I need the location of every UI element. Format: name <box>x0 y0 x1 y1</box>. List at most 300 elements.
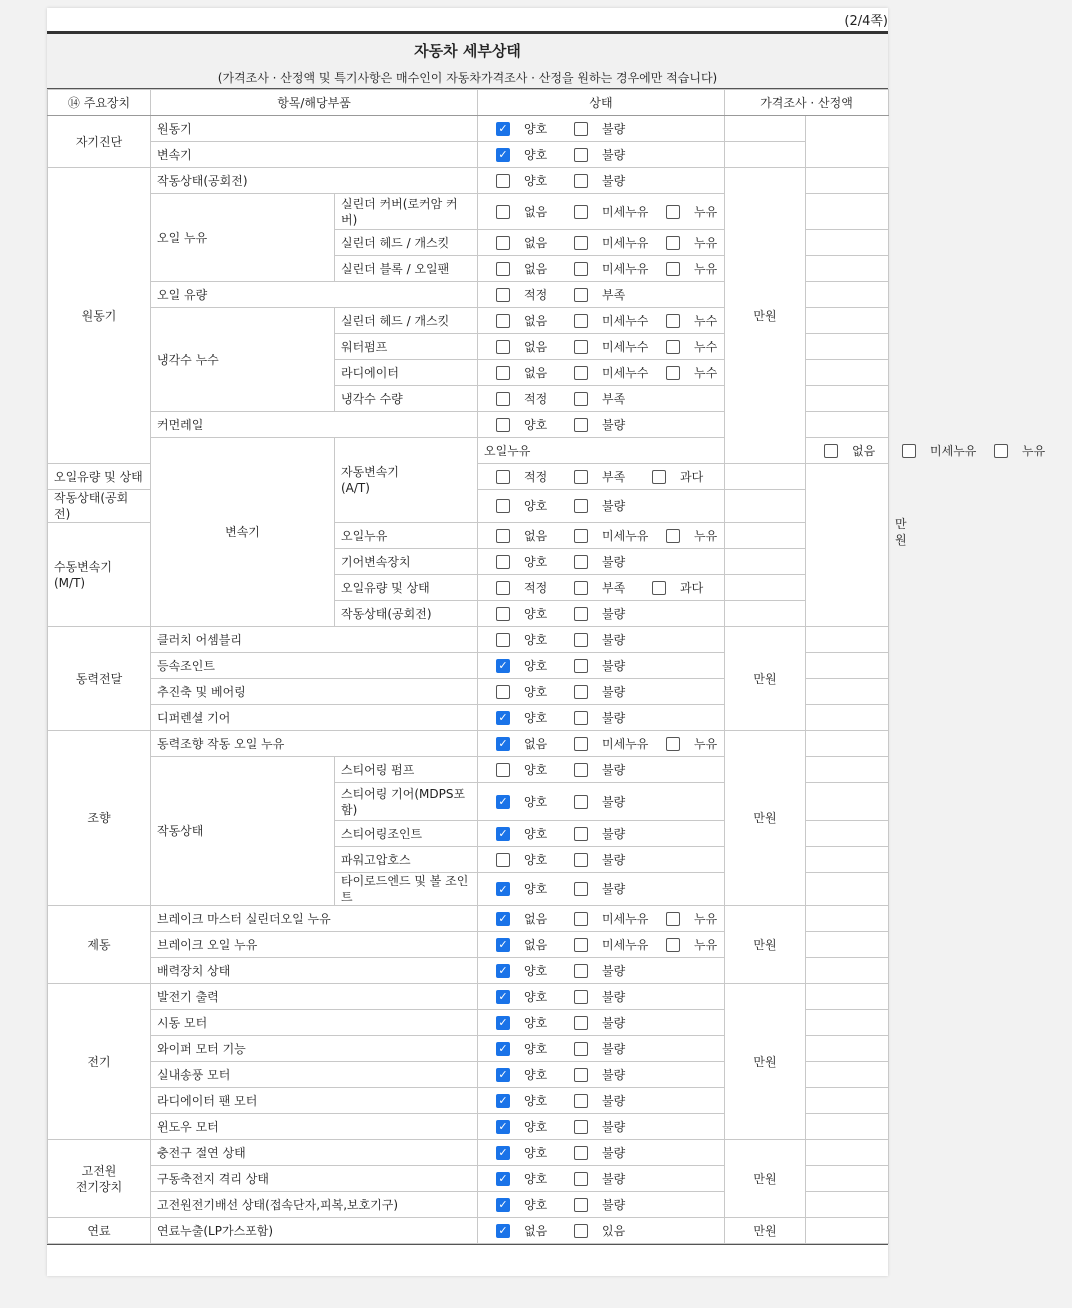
option <box>496 121 574 137</box>
option-label: 불량 <box>602 658 626 673</box>
checkbox-checked[interactable] <box>496 1094 510 1108</box>
price-input[interactable] <box>806 679 889 705</box>
table-row <box>48 1218 889 1244</box>
part-label: 작동상태(공회전) <box>335 601 478 627</box>
checkbox[interactable] <box>496 499 510 513</box>
checkbox[interactable] <box>574 366 588 380</box>
option-label: 누유 <box>694 235 718 250</box>
price-input[interactable] <box>806 256 889 282</box>
price-input[interactable] <box>806 873 889 906</box>
option <box>496 794 574 810</box>
checkbox[interactable] <box>666 366 680 380</box>
option-label: 미세누유 <box>602 204 649 219</box>
option-label: 불량 <box>602 684 626 699</box>
option <box>574 606 652 622</box>
checkbox[interactable] <box>574 827 588 841</box>
checkbox[interactable] <box>496 236 510 250</box>
checkbox-checked[interactable] <box>496 1042 510 1056</box>
price-input[interactable] <box>806 731 889 757</box>
option <box>496 528 574 544</box>
checkbox-checked[interactable] <box>496 711 510 725</box>
option-label: 누유 <box>694 736 718 751</box>
checkbox[interactable] <box>574 1198 588 1212</box>
checkbox[interactable] <box>574 499 588 513</box>
checkbox-checked[interactable] <box>496 737 510 751</box>
item-label: 시동 모터 <box>151 1010 478 1036</box>
option-label: 양호 <box>524 173 548 188</box>
item-label: 연료누출(LP가스포함) <box>151 1218 478 1244</box>
checkbox[interactable] <box>574 990 588 1004</box>
state-options <box>478 308 725 334</box>
state-options <box>478 653 725 679</box>
price-input[interactable] <box>806 282 889 308</box>
price-input[interactable] <box>806 334 889 360</box>
checkbox[interactable] <box>666 340 680 354</box>
checkbox[interactable] <box>496 262 510 276</box>
option-group <box>484 762 718 778</box>
checkbox[interactable] <box>666 236 680 250</box>
item-label: 고전원전기배선 상태(접속단자,피복,보호기구) <box>151 1192 478 1218</box>
state-options <box>478 230 725 256</box>
option-group <box>484 313 718 329</box>
checkbox[interactable] <box>666 205 680 219</box>
state-options <box>478 984 725 1010</box>
checkbox[interactable] <box>666 912 680 926</box>
checkbox[interactable] <box>574 853 588 867</box>
option-label: 양호 <box>524 1171 548 1186</box>
checkbox[interactable] <box>824 444 838 458</box>
price-input[interactable] <box>806 194 889 230</box>
option-group <box>484 826 718 842</box>
option-label: 불량 <box>602 710 626 725</box>
option <box>574 121 652 137</box>
option <box>496 313 574 329</box>
option <box>574 881 652 897</box>
price-input[interactable] <box>806 1010 889 1036</box>
state-options <box>478 142 725 168</box>
state-options <box>478 601 725 627</box>
item-label: 클러치 어셈블리 <box>151 627 478 653</box>
checkbox[interactable] <box>496 470 510 484</box>
checkbox[interactable] <box>496 633 510 647</box>
checkbox[interactable] <box>496 366 510 380</box>
checkbox[interactable] <box>574 763 588 777</box>
option-label: 적정 <box>524 287 548 302</box>
price-input[interactable] <box>806 360 889 386</box>
state-options <box>478 1036 725 1062</box>
option-group <box>484 606 718 622</box>
option-label: 없음 <box>524 235 548 250</box>
item-label: 구동축전지 격리 상태 <box>151 1166 478 1192</box>
state-options <box>478 705 725 731</box>
checkbox[interactable] <box>574 340 588 354</box>
option-label: 불량 <box>602 1119 626 1134</box>
table-row <box>48 984 889 1010</box>
item-label: 작동상태(공회전) <box>151 168 478 194</box>
checkbox[interactable] <box>574 1120 588 1134</box>
checkbox[interactable] <box>666 314 680 328</box>
item-label: 변속기 <box>151 142 478 168</box>
price-input[interactable] <box>806 168 889 194</box>
option-label: 미세누수 <box>602 339 649 354</box>
item-label: 동력조향 작동 오일 누유 <box>151 731 478 757</box>
checkbox[interactable] <box>496 392 510 406</box>
option <box>496 498 574 514</box>
checkbox[interactable] <box>496 288 510 302</box>
option-label: 없음 <box>524 1223 548 1238</box>
price-input[interactable] <box>806 230 889 256</box>
checkbox[interactable] <box>574 470 588 484</box>
option <box>574 963 652 979</box>
checkbox[interactable] <box>496 314 510 328</box>
state-options <box>478 1114 725 1140</box>
header-state: 상태 <box>478 90 725 116</box>
option <box>902 443 994 459</box>
option <box>574 794 652 810</box>
checkbox-checked[interactable] <box>496 882 510 896</box>
option <box>496 710 574 726</box>
option <box>496 881 574 897</box>
option-group <box>484 1093 718 1109</box>
option <box>574 1171 652 1187</box>
price-input[interactable] <box>806 906 889 932</box>
option <box>824 443 902 459</box>
option-label: 불량 <box>602 1067 626 1082</box>
price-unit: 만원 <box>725 731 806 906</box>
checkbox-checked[interactable] <box>496 1016 510 1030</box>
checkbox-checked[interactable] <box>496 1198 510 1212</box>
checkbox[interactable] <box>496 607 510 621</box>
state-options <box>478 464 725 490</box>
option-label: 누유 <box>694 528 718 543</box>
option-group <box>484 736 718 752</box>
option <box>666 736 744 752</box>
part-label: 라디에이터 <box>335 360 478 386</box>
checkbox-checked[interactable] <box>496 827 510 841</box>
option <box>496 762 574 778</box>
option <box>574 1119 652 1135</box>
checkbox[interactable] <box>652 470 666 484</box>
checkbox[interactable] <box>574 711 588 725</box>
checkbox[interactable] <box>496 174 510 188</box>
option <box>496 469 574 485</box>
option <box>496 1093 574 1109</box>
price-input[interactable] <box>725 464 806 490</box>
option-group <box>484 658 718 674</box>
price-input[interactable] <box>806 1036 889 1062</box>
vehicle-condition-form <box>47 31 1046 1245</box>
price-input[interactable] <box>806 821 889 847</box>
checkbox[interactable] <box>496 581 510 595</box>
option <box>574 911 666 927</box>
checkbox[interactable] <box>574 1172 588 1186</box>
checkbox[interactable] <box>574 685 588 699</box>
option-label: 누유 <box>694 204 718 219</box>
group-label: 원동기 <box>48 168 151 464</box>
state-options <box>478 1218 725 1244</box>
state-options <box>478 282 725 308</box>
checkbox-checked[interactable] <box>496 1146 510 1160</box>
option <box>574 147 652 163</box>
option-label: 없음 <box>852 443 876 458</box>
checkbox[interactable] <box>666 737 680 751</box>
option-label: 불량 <box>602 499 626 513</box>
price-input[interactable] <box>806 627 889 653</box>
price-unit: 만원 <box>725 1140 806 1218</box>
checkbox[interactable] <box>574 392 588 406</box>
option <box>574 937 666 953</box>
checkbox[interactable] <box>574 882 588 896</box>
checkbox[interactable] <box>574 418 588 432</box>
checkbox-checked[interactable] <box>496 1172 510 1186</box>
option-group <box>484 911 718 927</box>
state-options <box>478 906 725 932</box>
option <box>496 989 574 1005</box>
checkbox[interactable] <box>574 262 588 276</box>
option-label: 불량 <box>602 989 626 1004</box>
checkbox-checked[interactable] <box>496 148 510 162</box>
part-label: 타이로드엔드 및 볼 조인트 <box>335 873 478 906</box>
option-label: 누유 <box>1022 443 1046 458</box>
price-input[interactable] <box>806 958 889 984</box>
form-subtitle: (가격조사 · 산정액 및 특기사항은 매수인이 자동차가격조사 · 산정을 원하는 경우에만 적습니다) <box>217 71 718 85</box>
checkbox[interactable] <box>666 262 680 276</box>
state-options <box>478 490 725 523</box>
checkbox[interactable] <box>574 236 588 250</box>
option-label: 적정 <box>524 469 548 484</box>
option-label: 없음 <box>524 528 548 543</box>
price-input[interactable] <box>725 601 806 627</box>
table-row <box>48 168 889 194</box>
part-label: 실린더 헤드 / 개스킷 <box>335 308 478 334</box>
subgroup-label: 오일 누유 <box>151 194 335 282</box>
price-input[interactable] <box>725 490 806 523</box>
option <box>574 826 652 842</box>
price-input[interactable] <box>806 1088 889 1114</box>
checkbox[interactable] <box>496 763 510 777</box>
state-options <box>478 757 725 783</box>
checkbox-checked[interactable] <box>496 1120 510 1134</box>
option-group <box>484 147 718 163</box>
option-label: 누수 <box>694 339 718 354</box>
option <box>574 736 666 752</box>
price-input[interactable] <box>806 932 889 958</box>
checkbox[interactable] <box>574 1042 588 1056</box>
checkbox-checked[interactable] <box>496 990 510 1004</box>
price-unit: 만원 <box>725 1218 806 1244</box>
checkbox[interactable] <box>574 795 588 809</box>
checkbox[interactable] <box>994 444 1008 458</box>
page-number: (2/4쪽) <box>844 14 888 29</box>
price-input[interactable] <box>806 308 889 334</box>
price-input[interactable] <box>806 1140 889 1166</box>
checkbox[interactable] <box>574 659 588 673</box>
item-label: 실내송풍 모터 <box>151 1062 478 1088</box>
option-label: 불량 <box>602 852 626 867</box>
checkbox[interactable] <box>496 853 510 867</box>
price-input[interactable] <box>806 705 889 731</box>
price-input[interactable] <box>806 1166 889 1192</box>
price-input[interactable] <box>806 386 889 412</box>
price-input[interactable] <box>806 757 889 783</box>
option-group <box>484 173 718 189</box>
checkbox[interactable] <box>496 555 510 569</box>
option-label: 없음 <box>524 339 548 354</box>
item-label: 발전기 출력 <box>151 984 478 1010</box>
header-item: 항목/해당부품 <box>151 90 478 116</box>
option-group <box>484 881 718 897</box>
state-options <box>478 116 725 142</box>
option-label: 양호 <box>524 1093 548 1108</box>
price-input[interactable] <box>806 1192 889 1218</box>
option-label: 적정 <box>524 580 548 595</box>
subgroup-label: 자동변속기 (A/T) <box>335 438 478 523</box>
state-options <box>478 523 725 549</box>
checkbox[interactable] <box>574 912 588 926</box>
checkbox[interactable] <box>574 205 588 219</box>
checkbox[interactable] <box>574 529 588 543</box>
table-row <box>48 906 889 932</box>
checkbox[interactable] <box>574 288 588 302</box>
price-input[interactable] <box>725 575 806 601</box>
part-label: 파워고압호스 <box>335 847 478 873</box>
option-group <box>484 365 718 381</box>
checkbox[interactable] <box>574 148 588 162</box>
state-options <box>478 1062 725 1088</box>
option <box>574 1197 652 1213</box>
checkbox-checked[interactable] <box>496 938 510 952</box>
option-label: 미세누유 <box>602 937 649 952</box>
option-label: 누수 <box>694 313 718 328</box>
item-label: 등속조인트 <box>151 653 478 679</box>
checkbox[interactable] <box>574 1146 588 1160</box>
option-group <box>484 287 718 303</box>
option <box>574 313 666 329</box>
option-label: 양호 <box>524 1145 548 1160</box>
checkbox[interactable] <box>574 1224 588 1238</box>
option <box>666 339 744 355</box>
option-label: 불량 <box>602 1015 626 1030</box>
option <box>496 173 574 189</box>
option-group <box>484 852 718 868</box>
price-input[interactable] <box>806 1114 889 1140</box>
checkbox[interactable] <box>666 938 680 952</box>
group-label: 변속기 <box>151 438 335 627</box>
price-input[interactable] <box>806 783 889 821</box>
checkbox[interactable] <box>574 1016 588 1030</box>
checkbox[interactable] <box>574 737 588 751</box>
option <box>666 937 744 953</box>
form-title: 자동차 세부상태 <box>414 42 521 60</box>
checkbox[interactable] <box>666 529 680 543</box>
checkbox[interactable] <box>652 581 666 595</box>
state-options <box>478 1192 725 1218</box>
checkbox-checked[interactable] <box>496 912 510 926</box>
option <box>574 287 652 303</box>
option <box>496 204 574 220</box>
price-input[interactable] <box>806 847 889 873</box>
checkbox[interactable] <box>496 340 510 354</box>
item-label: 원동기 <box>151 116 478 142</box>
checkbox[interactable] <box>902 444 916 458</box>
option-label: 양호 <box>524 989 548 1004</box>
checkbox-checked[interactable] <box>496 1224 510 1238</box>
checkbox-checked[interactable] <box>496 1068 510 1082</box>
checkbox-checked[interactable] <box>496 659 510 673</box>
subgroup-label: 작동상태 <box>151 757 335 906</box>
option <box>666 911 744 927</box>
checkbox[interactable] <box>574 314 588 328</box>
option <box>574 391 652 407</box>
price-input[interactable] <box>806 653 889 679</box>
checkbox[interactable] <box>574 122 588 136</box>
option <box>496 391 574 407</box>
checkbox[interactable] <box>574 607 588 621</box>
price-unit: 만원 <box>725 627 806 731</box>
price-input[interactable] <box>806 412 889 438</box>
part-label: 오일누유 <box>478 438 725 464</box>
option <box>574 632 652 648</box>
checkbox[interactable] <box>574 1068 588 1082</box>
state-options <box>478 575 725 601</box>
option <box>652 580 730 596</box>
checkbox[interactable] <box>574 1094 588 1108</box>
part-label: 오일유량 및 상태 <box>335 575 478 601</box>
price-input[interactable] <box>725 116 806 142</box>
checkbox[interactable] <box>574 581 588 595</box>
option <box>496 911 574 927</box>
group-label: 동력전달 <box>48 627 151 731</box>
option-label: 과다 <box>680 580 704 595</box>
state-options <box>478 679 725 705</box>
checkbox[interactable] <box>496 418 510 432</box>
price-input[interactable] <box>806 984 889 1010</box>
price-unit: 만원 <box>725 906 806 984</box>
option-label: 양호 <box>524 658 548 673</box>
option-label: 불량 <box>602 147 626 162</box>
state-options <box>478 549 725 575</box>
option <box>666 528 744 544</box>
checkbox[interactable] <box>496 529 510 543</box>
option <box>666 261 744 277</box>
state-options <box>478 958 725 984</box>
checkbox[interactable] <box>574 938 588 952</box>
checkbox-checked[interactable] <box>496 964 510 978</box>
checkbox[interactable] <box>574 964 588 978</box>
checkbox[interactable] <box>496 205 510 219</box>
checkbox-checked[interactable] <box>496 795 510 809</box>
option-group <box>484 1067 718 1083</box>
option <box>496 1041 574 1057</box>
price-input[interactable] <box>725 142 806 168</box>
price-input[interactable] <box>725 549 806 575</box>
option-group <box>484 498 718 514</box>
option <box>496 580 574 596</box>
option <box>574 710 652 726</box>
price-input[interactable] <box>806 1062 889 1088</box>
price-input[interactable] <box>806 1218 889 1244</box>
option-group <box>484 989 718 1005</box>
checkbox[interactable] <box>574 555 588 569</box>
option-label: 양호 <box>524 882 548 896</box>
checkbox[interactable] <box>496 685 510 699</box>
checkbox-checked[interactable] <box>496 122 510 136</box>
checkbox[interactable] <box>574 633 588 647</box>
option <box>496 632 574 648</box>
checkbox[interactable] <box>574 174 588 188</box>
option-label: 없음 <box>524 261 548 276</box>
table-row: 변속기 자동변속기 (A/T) 오일누유 없음 미세누유 누유 만원 <box>48 438 889 464</box>
